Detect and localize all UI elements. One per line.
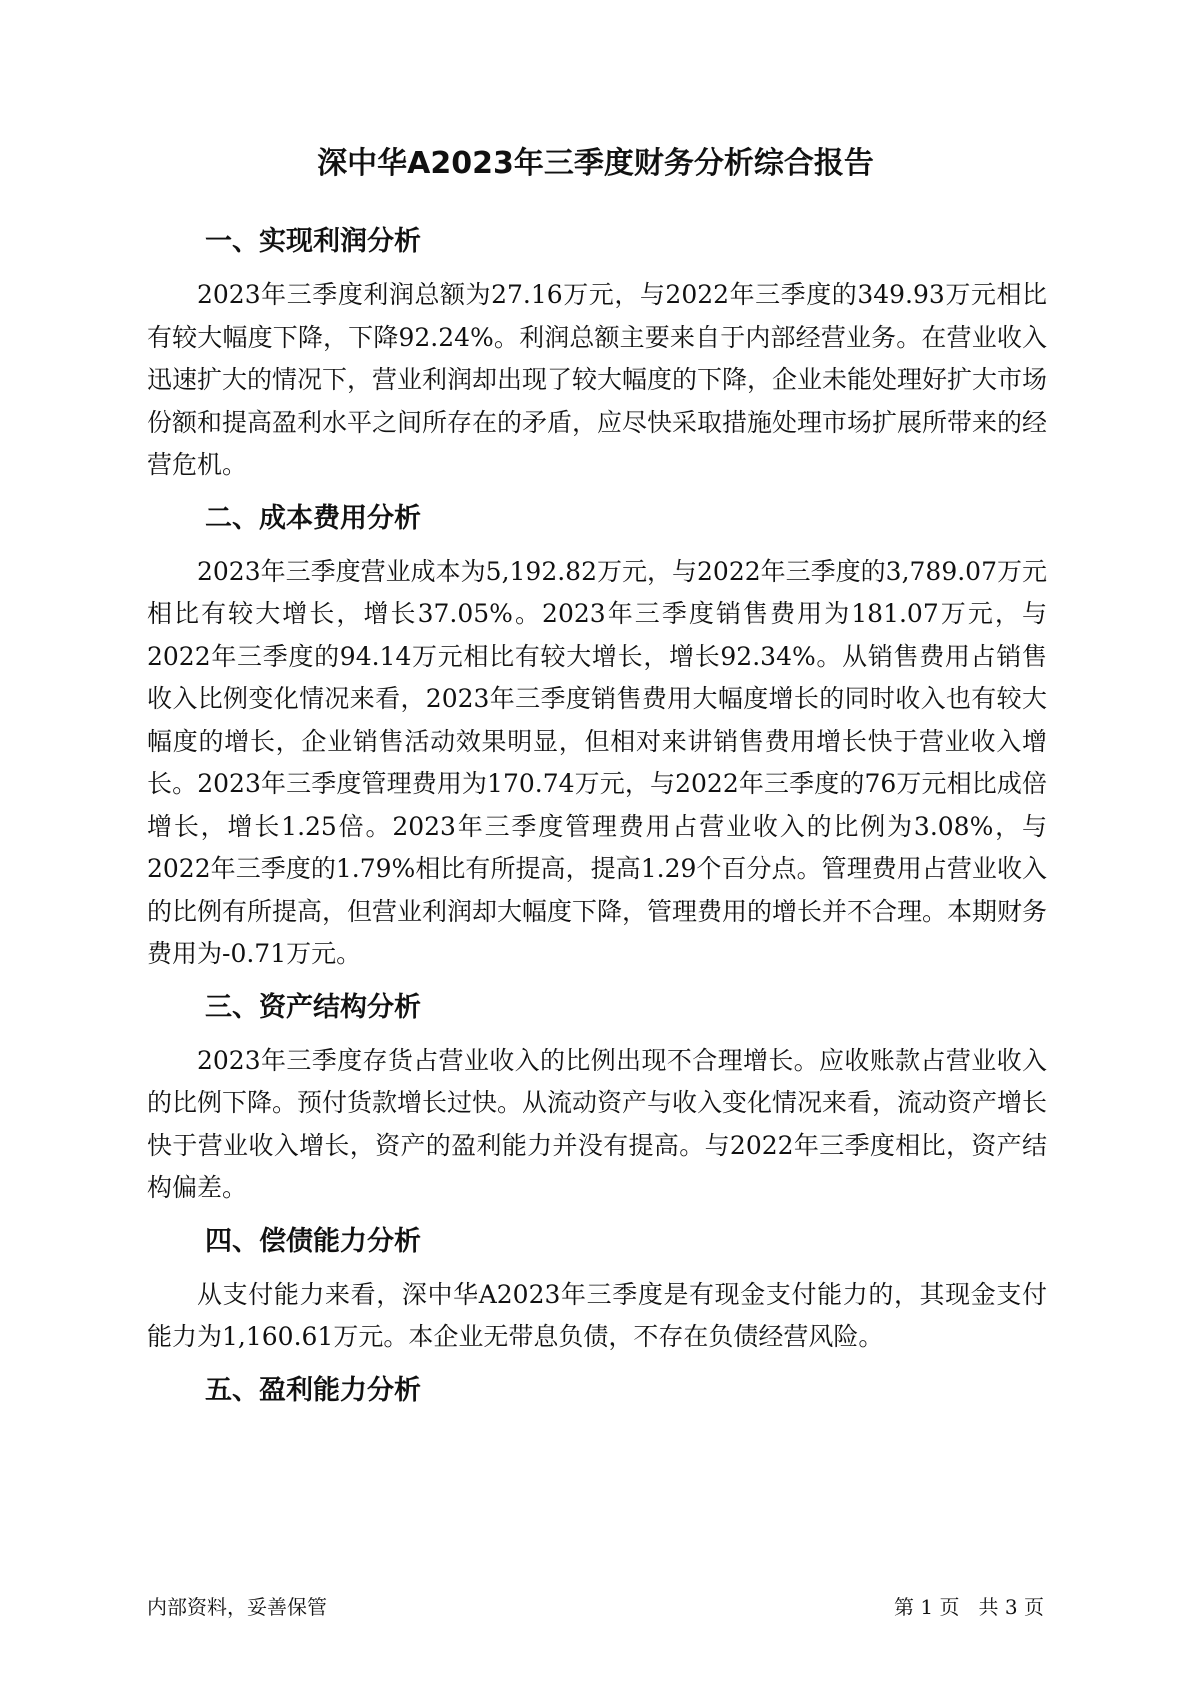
- section-paragraph: 2023年三季度营业成本为5,192.82万元，与2022年三季度的3,789.07万元相比有较大增长，增长37.05%。2023年三季度销售费用为181.07万元，与2022年三季度的94.14万元相比有较大增长，增长92.34%。从销售费用占销售收入比例变化情况来看，2023年三季度销售费用大幅度增长的同时收入也有较大幅度的增长，企业销售活动效果明显，但相对来讲销售费用增长快于营业收入增长。2023年三季度管理费用为170.74万元，与2022年三季度的76万元相比成倍增长，增长1.25倍。2023年三季度管理费用占营业收入的比例为3.08%，与2022年三季度的1.79%相比有所提高，提高1.29个百分点。管理费用占营业收入的比例有所提高，但营业利润却大幅度下降，管理费用的增长并不合理。本期财务费用为-0.71万元。: [147, 556, 1048, 968]
- section-heading: 二、成本费用分析: [205, 502, 421, 534]
- section-heading: 一、实现利润分析: [205, 226, 421, 257]
- section-paragraph: 2023年三季度存货占营业收入的比例出现不合理增长。应收账款占营业收入的比例下降。预付货款增长过快。从流动资产与收入变化情况来看，流动资产增长快于营业收入增长，资产的盈利能力并没有提高。与2022年三季度相比，资产结构偏差。: [147, 1045, 1048, 1202]
- document-title: 深中华A2023年三季度财务分析综合报告: [317, 146, 874, 181]
- section-heading: 三、资产结构分析: [205, 991, 421, 1023]
- footer-note: 内部资料，妥善保管: [147, 1595, 327, 1619]
- section-paragraph: 2023年三季度利润总额为27.16万元，与2022年三季度的349.93万元相比有较大幅度下降，下降92.24%。利润总额主要来自于内部经营业务。在营业收入迅速扩大的情况下，营业利润却出现了较大幅度的下降，企业未能处理好扩大市场份额和提高盈利水平之间所存在的矛盾，应尽快采取措施处理市场扩展所带来的经营危机。: [147, 280, 1048, 479]
- section-assets: [147, 986, 1047, 1210]
- section-cost: [147, 497, 1047, 976]
- section-profitability: [147, 1369, 1047, 1413]
- section-heading: 四、偿债能力分析: [205, 1225, 421, 1257]
- document-body: [147, 212, 1047, 1423]
- section-heading: 五、盈利能力分析: [205, 1374, 421, 1406]
- page-number: 第 1 页 共 3 页: [894, 1595, 1044, 1619]
- section-paragraph: 从支付能力来看，深中华A2023年三季度是有现金支付能力的，其现金支付能力为1,160.61万元。本企业无带息负债，不存在负债经营风险。: [147, 1279, 1047, 1351]
- section-solvency: [147, 1220, 1047, 1359]
- section-profit: [147, 220, 1047, 487]
